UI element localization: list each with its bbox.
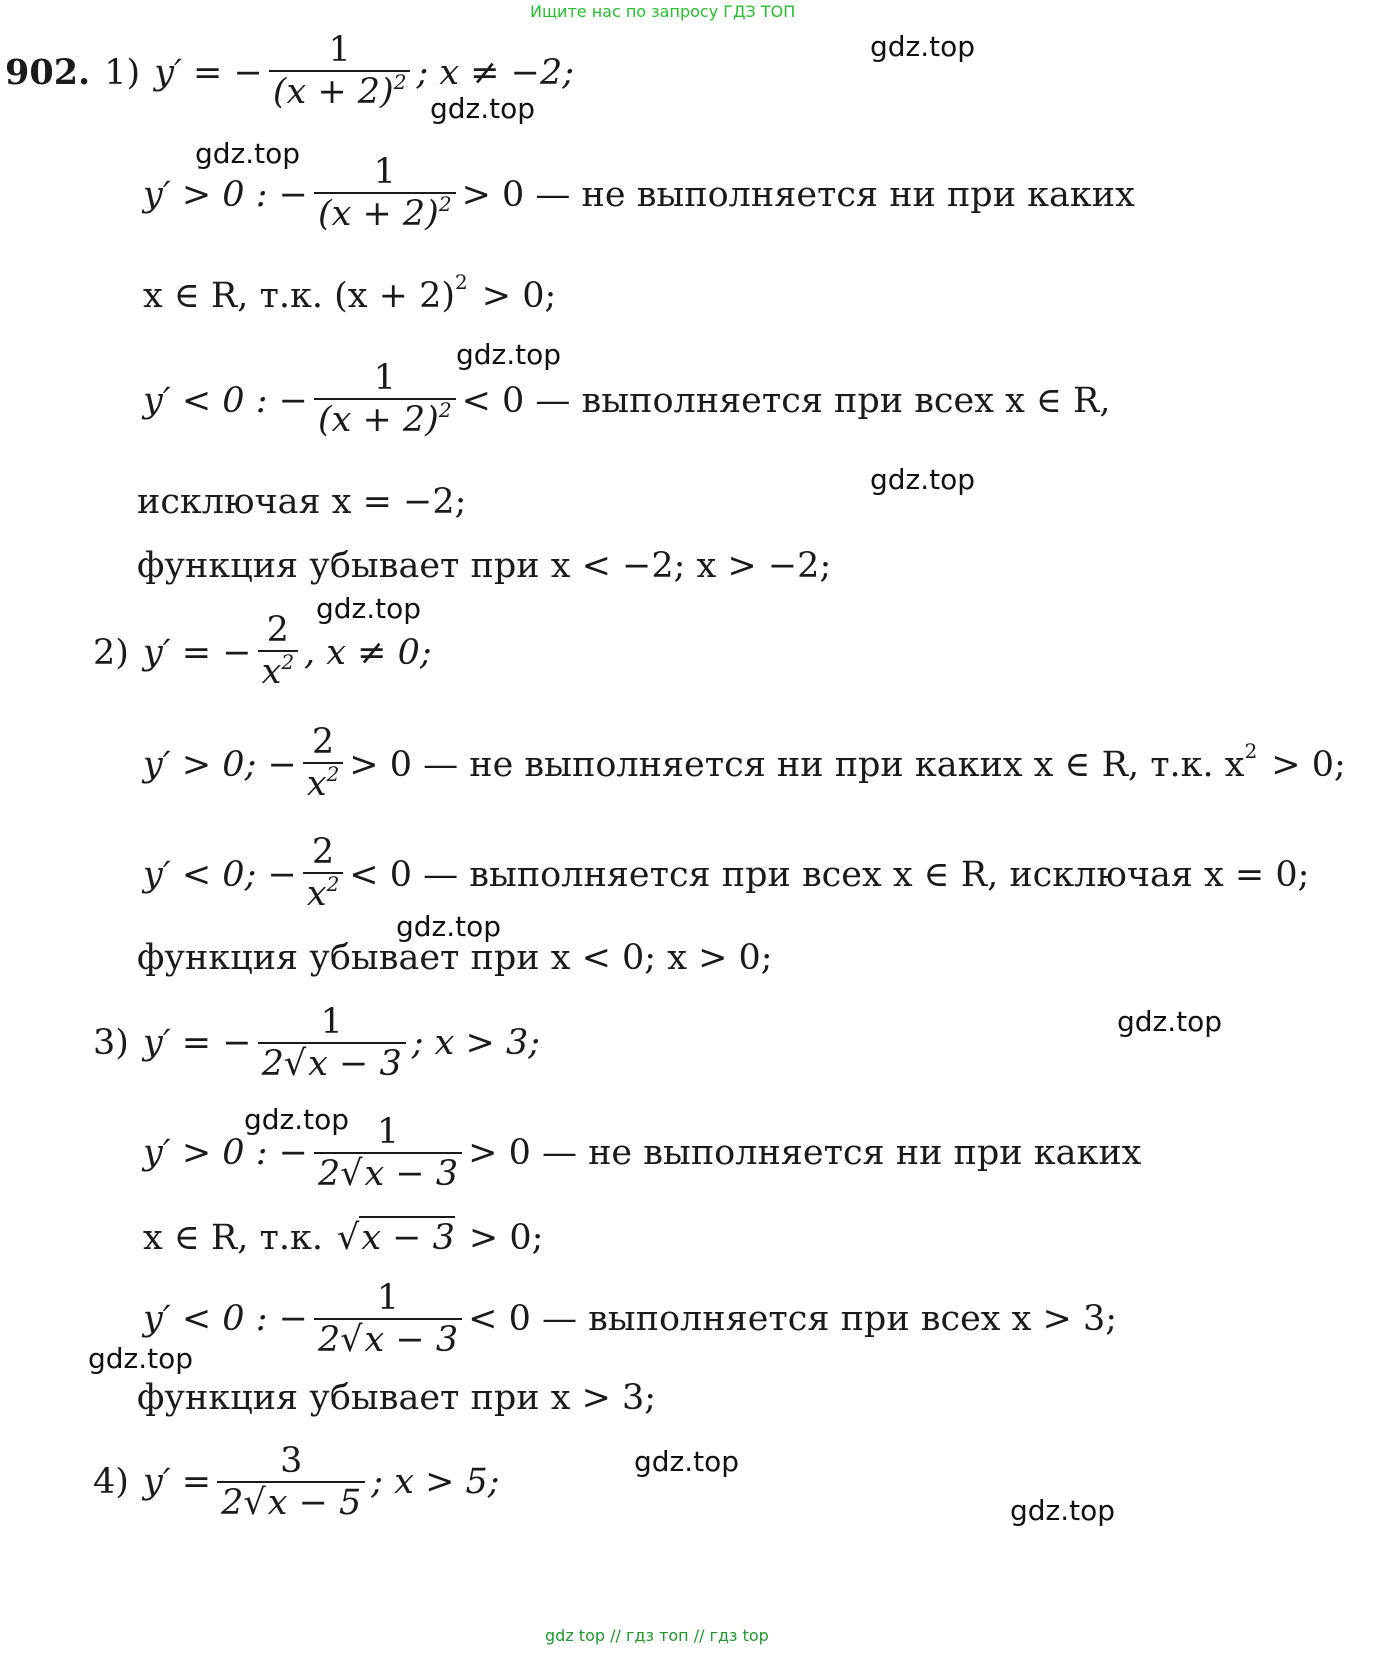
s3-inequality-negative xyxy=(143,1278,1117,1360)
problem-number: 902. xyxy=(5,52,91,93)
footer-link[interactable]: gdz top // гдз топ // гдз top xyxy=(545,1626,769,1645)
s1-y: y′ = − xyxy=(154,53,263,93)
s3-a-den-rad: x − 3 xyxy=(364,1154,459,1194)
s2-y: y′ = − xyxy=(142,633,252,673)
watermark: gdz.top xyxy=(88,1342,194,1375)
watermark: gdz.top xyxy=(316,592,422,625)
s1-a-sup: 2 xyxy=(438,192,452,216)
s1-reason-line xyxy=(143,270,557,316)
s3-a-num: 1 xyxy=(376,1112,400,1152)
s2-after: , x ≠ 0; xyxy=(304,633,432,673)
s4-den-coef: 2 xyxy=(221,1483,244,1523)
s3-conclusion-line: функция убывает при x > 3; xyxy=(137,1378,657,1418)
s3-inequality-positive xyxy=(143,1112,1141,1194)
s1-derivative-line xyxy=(5,30,574,116)
s2-b-pre: y′ < 0; − xyxy=(143,855,297,895)
s1-c-pre: y′ < 0 : − xyxy=(143,381,308,421)
s2-fraction xyxy=(258,610,298,696)
s1-a-fraction xyxy=(314,152,456,238)
s1-den: (x + 2) xyxy=(272,72,394,112)
s2-a-sup: 2 xyxy=(326,762,340,786)
s1-a-pre: y′ > 0 : − xyxy=(143,175,308,215)
s2-inequality-negative xyxy=(143,832,1309,918)
s3-den-coef: 2 xyxy=(261,1044,284,1084)
s3-b-pre: x ∈ R, т.к. xyxy=(143,1218,323,1258)
s3-c-den-coef: 2 xyxy=(317,1320,341,1360)
s4-num: 3 xyxy=(280,1441,303,1481)
s2-derivative-line xyxy=(93,610,432,696)
s3-c-den-rad: x − 3 xyxy=(364,1320,459,1360)
s2-a-num: 2 xyxy=(311,722,335,762)
s2-b-sup: 2 xyxy=(326,872,340,896)
s3-b-post: > 0; xyxy=(468,1218,544,1258)
s1-num: 1 xyxy=(328,30,351,70)
watermark: gdz.top xyxy=(634,1445,740,1478)
s3-label: 3) xyxy=(93,1023,129,1063)
s4-fraction: $\frac{3}{2√x - 5}$ xyxy=(217,1441,365,1523)
watermark: gdz.top xyxy=(396,910,502,943)
s2-a-end: > 0; xyxy=(1271,745,1346,785)
s3-b-rad: x − 3 xyxy=(361,1218,455,1258)
s2-den: x xyxy=(261,652,282,692)
s1-after: ; x ≠ −2; xyxy=(416,53,575,93)
s4-after: ; x > 5; xyxy=(371,1462,500,1502)
s1-sup: 2 xyxy=(393,70,407,94)
header-link[interactable]: Ищите нас по запросу ГДЗ ТОП xyxy=(530,2,796,21)
s3-c-fraction: $\frac{1}{2√x - 3}$ xyxy=(314,1278,462,1360)
s1-a-num: 1 xyxy=(373,152,396,192)
s3-after: ; x > 3; xyxy=(411,1023,541,1063)
s2-b-post: < 0 — выполняется при всех x ∈ R, исключая x = 0; xyxy=(349,855,1310,895)
s1-c-post: < 0 — выполняется при всех x ∈ R, xyxy=(461,381,1111,421)
s1-b-text: x ∈ R, т.к. (x + 2) xyxy=(143,276,456,316)
s2-conclusion-line: функция убывает при x < 0; x > 0; xyxy=(137,938,773,978)
s3-a-fraction: $\frac{1}{2√x - 3}$ xyxy=(314,1112,462,1194)
s3-a-den-coef: 2 xyxy=(317,1154,341,1194)
s1-fraction xyxy=(269,30,411,116)
watermark: gdz.top xyxy=(195,137,301,170)
s2-a-fraction xyxy=(303,722,343,808)
s3-a-post: > 0 — не выполняется ни при каких xyxy=(468,1133,1142,1173)
watermark: gdz.top xyxy=(456,338,562,371)
s4-derivative-line xyxy=(93,1441,500,1523)
s3-a-pre: y′ > 0 : − xyxy=(143,1133,308,1173)
s1-excluding-line: исключая x = −2; xyxy=(137,482,467,522)
watermark: gdz.top xyxy=(870,30,976,63)
s3-y: y′ = − xyxy=(142,1023,252,1063)
s2-label: 2) xyxy=(93,633,129,673)
s2-a-sup2: 2 xyxy=(1244,739,1258,763)
s2-b-num: 2 xyxy=(311,832,335,872)
s1-c-fraction xyxy=(314,358,456,444)
s2-a-den: x xyxy=(306,764,327,804)
s1-label: 1) xyxy=(104,53,141,93)
watermark: gdz.top xyxy=(430,92,536,125)
watermark: gdz.top xyxy=(1117,1005,1223,1038)
s1-c-sup: 2 xyxy=(438,398,452,422)
s2-num: 2 xyxy=(266,610,289,650)
s3-num: 1 xyxy=(320,1002,343,1042)
s4-den-rad: x − 5 xyxy=(267,1483,362,1523)
watermark: gdz.top xyxy=(244,1103,350,1136)
s1-a-den: (x + 2) xyxy=(317,194,439,234)
s4-label: 4) xyxy=(93,1462,129,1502)
s3-c-post: < 0 — выполняется при всех x > 3; xyxy=(468,1299,1118,1339)
s2-b-den: x xyxy=(306,874,327,914)
s1-a-post: > 0 — не выполняется ни при каких xyxy=(461,175,1135,215)
s1-conclusion-line: функция убывает при x < −2; x > −2; xyxy=(137,546,832,586)
s3-c-pre: y′ < 0 : − xyxy=(143,1299,308,1339)
s3-reason-line: x ∈ R, т.к. √x − 3 > 0; xyxy=(143,1218,544,1258)
watermark: gdz.top xyxy=(870,463,976,496)
s3-fraction: $\frac{1}{2√x - 3}$ xyxy=(258,1002,406,1084)
s1-c-num: 1 xyxy=(373,358,396,398)
s3-c-num: 1 xyxy=(376,1278,400,1318)
s4-y: y′ = xyxy=(142,1462,212,1502)
s2-sup: 2 xyxy=(281,650,295,674)
s1-b-post: > 0; xyxy=(481,276,557,316)
s2-inequality-positive xyxy=(143,722,1346,808)
s1-inequality-positive xyxy=(143,152,1135,238)
watermark: gdz.top xyxy=(1010,1494,1116,1527)
s1-inequality-negative xyxy=(143,358,1110,444)
s2-b-fraction xyxy=(303,832,343,918)
s3-den-rad: x − 3 xyxy=(308,1044,402,1084)
s2-a-pre: y′ > 0; − xyxy=(143,745,297,785)
s3-derivative-line xyxy=(93,1002,540,1084)
s1-c-den: (x + 2) xyxy=(317,400,439,440)
s2-a-post: > 0 — не выполняется ни при каких x ∈ R, т.к. x xyxy=(349,745,1245,785)
s1-b-sup: 2 xyxy=(455,270,468,294)
